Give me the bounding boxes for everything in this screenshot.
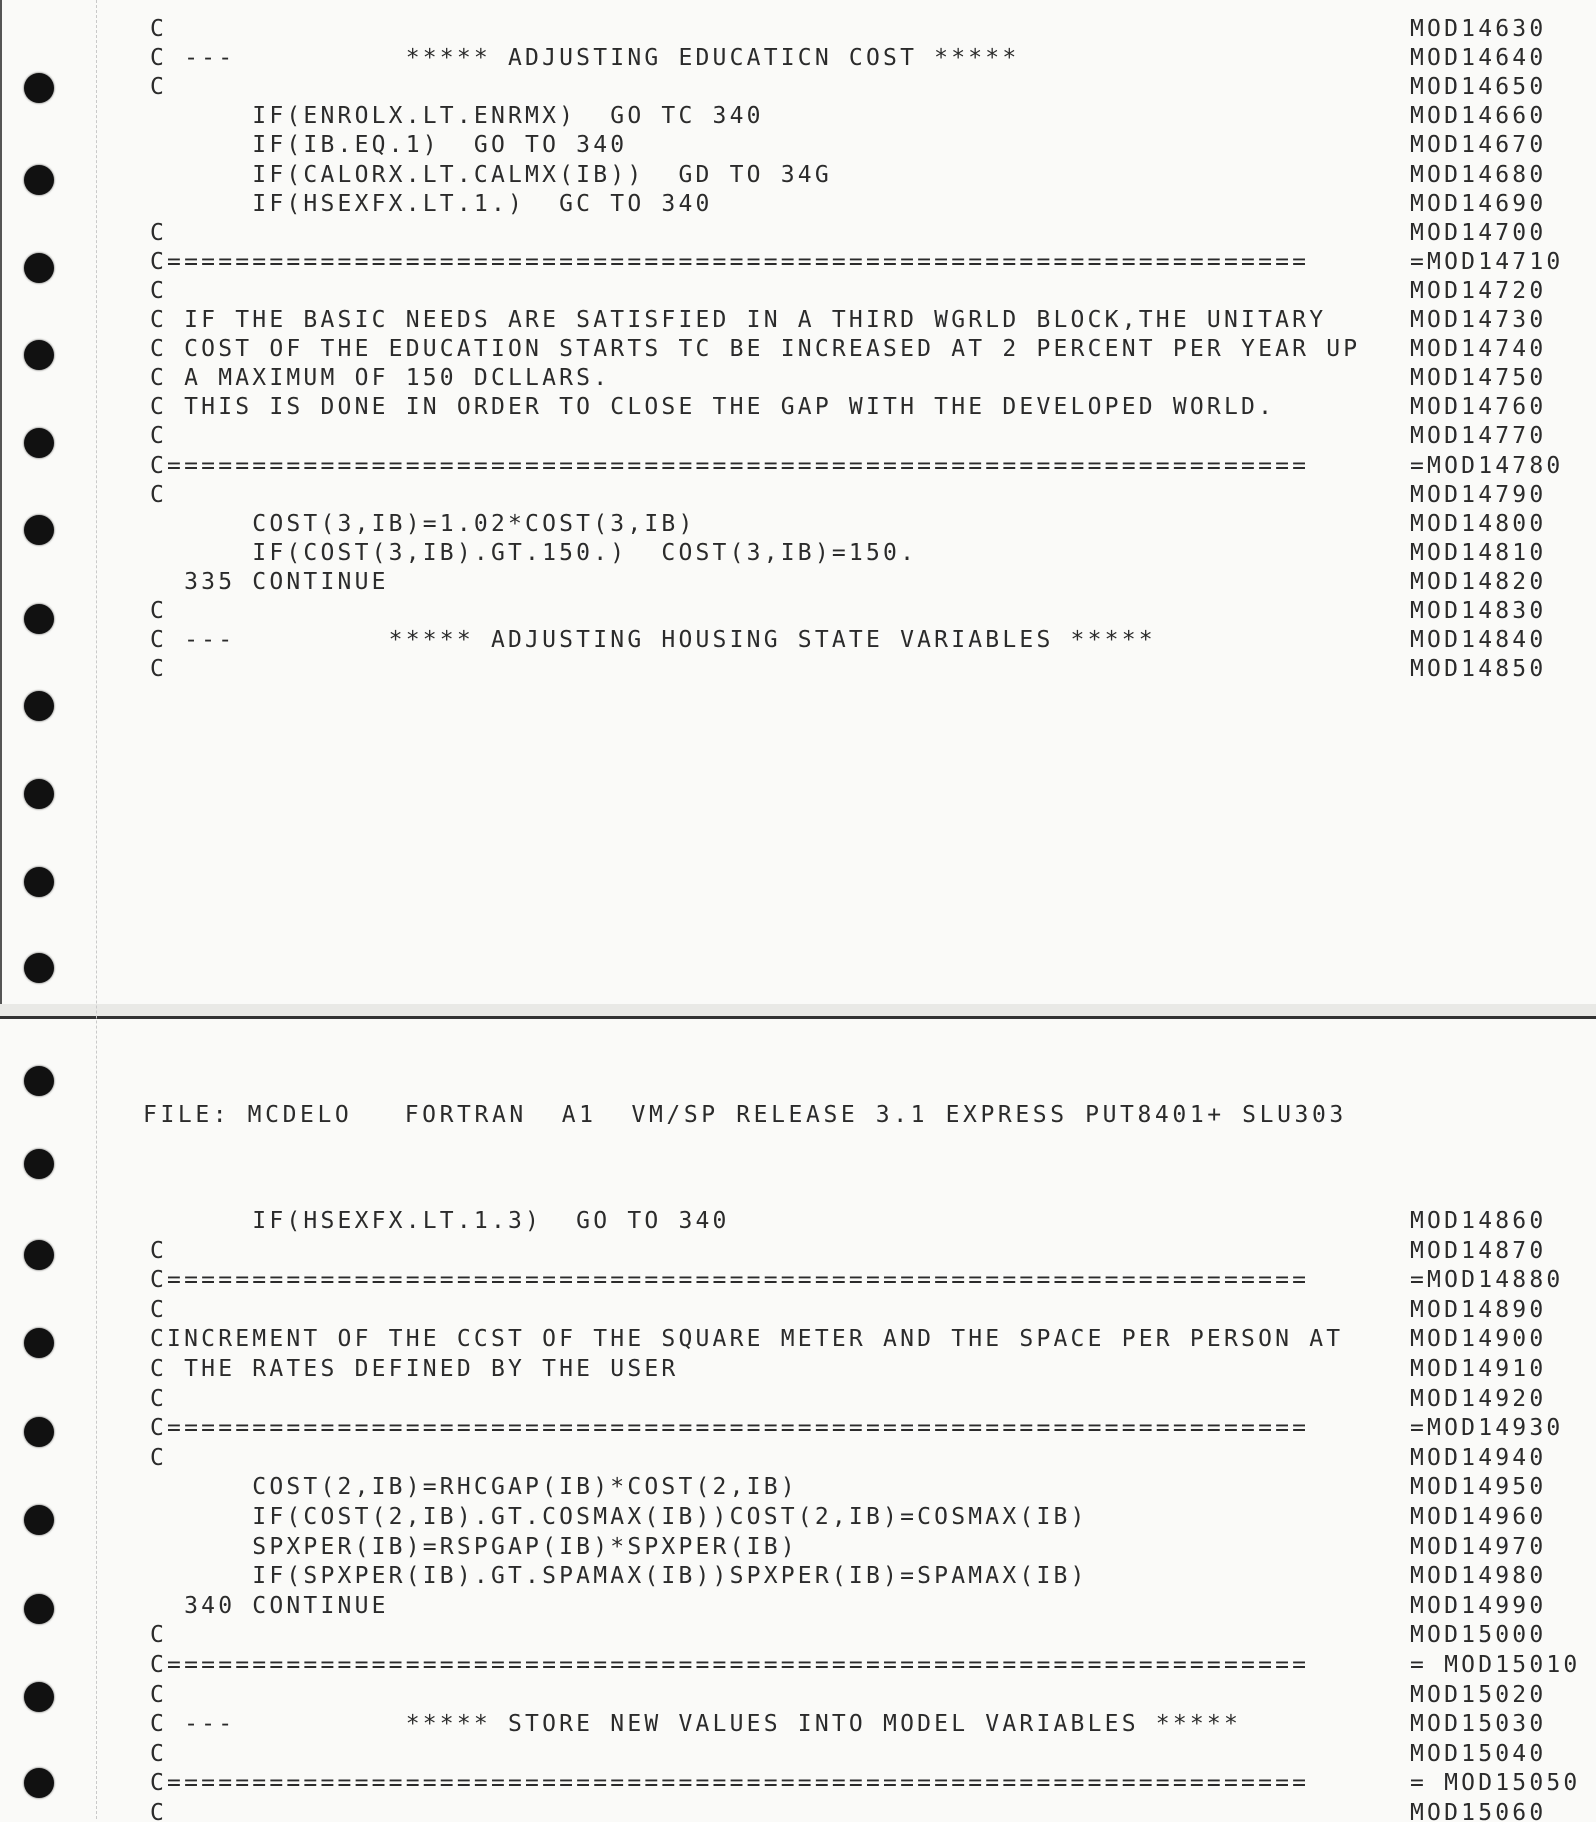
source-code-text: 340 CONTINUE	[150, 1592, 389, 1619]
sequence-number: MOD14990	[1410, 1592, 1547, 1619]
tractor-hole	[24, 691, 54, 721]
sequence-number: MOD14820	[1410, 568, 1547, 595]
sequence-number: =MOD14880	[1410, 1267, 1564, 1294]
sequence-number: MOD14790	[1410, 481, 1547, 508]
sequence-number: MOD14900	[1410, 1326, 1547, 1353]
source-code-text: C===================================================================	[150, 248, 1310, 275]
file-header: FILE: MCDELO FORTRAN A1 VM/SP RELEASE 3.1 EXPRESS PUT8401+ SLU303	[143, 1102, 1347, 1128]
sequence-number: MOD14810	[1410, 539, 1547, 566]
sequence-number: =MOD14780	[1410, 452, 1564, 479]
sequence-number: MOD14740	[1410, 336, 1547, 363]
tractor-hole	[24, 428, 54, 458]
source-code-text: C THIS IS DONE IN ORDER TO CLOSE THE GAP WITH THE DEVELOPED WORLD.	[150, 394, 1276, 421]
source-code-text: C A MAXIMUM OF 150 DCLLARS.	[150, 365, 611, 392]
source-code-text: C --- ***** STORE NEW VALUES INTO MODEL VARIABLES *****	[150, 1711, 1242, 1738]
sequence-number: MOD14690	[1410, 190, 1547, 217]
tractor-hole	[24, 165, 54, 195]
sequence-number: MOD14700	[1410, 219, 1547, 246]
source-code-text: C	[150, 1622, 168, 1649]
sequence-number: MOD15020	[1410, 1681, 1547, 1708]
tractor-hole	[24, 1594, 54, 1624]
sequence-number: = MOD15050	[1410, 1770, 1581, 1797]
source-code-text: C	[150, 1237, 168, 1264]
source-code-text: C	[150, 1385, 168, 1412]
source-code-text: IF(COST(2,IB).GT.COSMAX(IB))COST(2,IB)=COSMAX(IB)	[150, 1504, 1088, 1530]
tractor-hole	[24, 1149, 54, 1179]
sequence-number: MOD14960	[1410, 1504, 1547, 1530]
sequence-number: MOD14650	[1410, 74, 1547, 101]
tractor-hole	[24, 515, 54, 545]
source-code-text: C IF THE BASIC NEEDS ARE SATISFIED IN A THIRD WGRLD BLOCK,THE UNITARY	[150, 307, 1327, 333]
sequence-number: =MOD14930	[1410, 1415, 1564, 1442]
source-code-text: C	[150, 423, 168, 450]
sequence-number: MOD14660	[1410, 103, 1547, 130]
sequence-number: MOD14630	[1410, 16, 1547, 42]
source-code-text: C===================================================================	[150, 1652, 1310, 1678]
tractor-hole	[24, 1768, 54, 1798]
sequence-number: MOD14950	[1410, 1474, 1547, 1501]
source-code-text: C	[150, 656, 168, 683]
sequence-number: MOD14860	[1410, 1208, 1547, 1234]
sequence-number: MOD15040	[1410, 1740, 1547, 1767]
source-code-text: C COST OF THE EDUCATION STARTS TC BE INCREASED AT 2 PERCENT PER YEAR UP	[150, 336, 1361, 363]
sequence-number: MOD14720	[1410, 277, 1547, 304]
sequence-number: MOD14980	[1410, 1563, 1547, 1590]
source-code-text: C===================================================================	[150, 1415, 1310, 1442]
source-code-text: C	[150, 16, 168, 42]
tractor-hole	[24, 1682, 54, 1712]
source-code-text: IF(HSEXFX.LT.1.) GC TO 340	[150, 190, 713, 217]
sequence-number: MOD14830	[1410, 598, 1547, 624]
source-code-text: IF(COST(3,IB).GT.150.) COST(3,IB)=150.	[150, 539, 918, 566]
sequence-number: MOD14940	[1410, 1444, 1547, 1471]
source-code-text: C===================================================================	[150, 1770, 1310, 1797]
tractor-hole	[24, 1328, 54, 1358]
source-code-text: C	[150, 1444, 168, 1471]
source-code-text: C	[150, 1740, 168, 1767]
sheet-edge-rule	[0, 0, 2, 1004]
tractor-hole	[24, 1066, 54, 1096]
source-code-text: C --- ***** ADJUSTING HOUSING STATE VARIABLES *****	[150, 627, 1156, 654]
source-code-text: C	[150, 1800, 168, 1822]
tractor-hole	[24, 1240, 54, 1270]
source-code-text: C	[150, 219, 168, 246]
sequence-number: MOD14870	[1410, 1237, 1547, 1264]
source-code-text: CINCREMENT OF THE CCST OF THE SQUARE METER AND THE SPACE PER PERSON AT	[150, 1326, 1344, 1353]
sequence-number: MOD14750	[1410, 365, 1547, 392]
source-code-text: IF(HSEXFX.LT.1.3) GO TO 340	[150, 1208, 730, 1234]
tractor-hole	[24, 253, 54, 283]
source-code-text: IF(SPXPER(IB).GT.SPAMAX(IB))SPXPER(IB)=SPAMAX(IB)	[150, 1563, 1088, 1590]
sequence-number: MOD14670	[1410, 132, 1547, 159]
sequence-number: MOD15060	[1410, 1800, 1547, 1822]
source-code-text: C --- ***** ADJUSTING EDUCATICN COST *****	[150, 45, 1020, 72]
source-code-text: C	[150, 1681, 168, 1708]
sequence-number: MOD14910	[1410, 1356, 1547, 1382]
source-code-text: C	[150, 1296, 168, 1323]
source-code-text: COST(3,IB)=1.02*COST(3,IB)	[150, 510, 696, 537]
source-code-text: C	[150, 74, 168, 101]
sequence-number: MOD14890	[1410, 1296, 1547, 1323]
tractor-hole	[24, 867, 54, 897]
sequence-number: MOD14840	[1410, 627, 1547, 654]
tractor-hole	[24, 1505, 54, 1535]
bottom-printout-sheet	[0, 1016, 1596, 1822]
source-code-text: C===================================================================	[150, 452, 1310, 479]
sequence-number: MOD14970	[1410, 1533, 1547, 1560]
source-code-text: C===================================================================	[150, 1267, 1310, 1294]
source-code-text: COST(2,IB)=RHCGAP(IB)*COST(2,IB)	[150, 1474, 798, 1501]
source-code-text: C THE RATES DEFINED BY THE USER	[150, 1356, 679, 1382]
sequence-number: = MOD15010	[1410, 1652, 1581, 1678]
sequence-number: MOD15030	[1410, 1711, 1547, 1738]
sequence-number: MOD15000	[1410, 1622, 1547, 1649]
sheet-separator	[0, 1004, 1596, 1016]
source-code-text: C	[150, 277, 168, 304]
sequence-number: MOD14770	[1410, 423, 1547, 450]
sequence-number: MOD14920	[1410, 1385, 1547, 1412]
sequence-number: MOD14730	[1410, 307, 1547, 333]
tractor-hole	[24, 779, 54, 809]
source-code-text: 335 CONTINUE	[150, 568, 389, 595]
tractor-hole	[24, 953, 54, 983]
sequence-number: MOD14850	[1410, 656, 1547, 683]
source-code-text: SPXPER(IB)=RSPGAP(IB)*SPXPER(IB)	[150, 1533, 798, 1560]
tractor-hole	[24, 340, 54, 370]
source-code-text: C	[150, 481, 168, 508]
sequence-number: MOD14640	[1410, 45, 1547, 72]
sequence-number: =MOD14710	[1410, 248, 1564, 275]
tractor-hole	[24, 1417, 54, 1447]
tractor-hole	[24, 73, 54, 103]
source-code-text: C	[150, 598, 168, 624]
source-code-text: IF(CALORX.LT.CALMX(IB)) GD TO 34G	[150, 161, 832, 188]
sequence-number: MOD14760	[1410, 394, 1547, 421]
source-code-text: IF(ENROLX.LT.ENRMX) GO TC 340	[150, 103, 764, 130]
sequence-number: MOD14800	[1410, 510, 1547, 537]
tractor-hole	[24, 604, 54, 634]
sequence-number: MOD14680	[1410, 161, 1547, 188]
source-code-text: IF(IB.EQ.1) GO TO 340	[150, 132, 628, 159]
perforation-guide-line	[96, 0, 97, 1819]
